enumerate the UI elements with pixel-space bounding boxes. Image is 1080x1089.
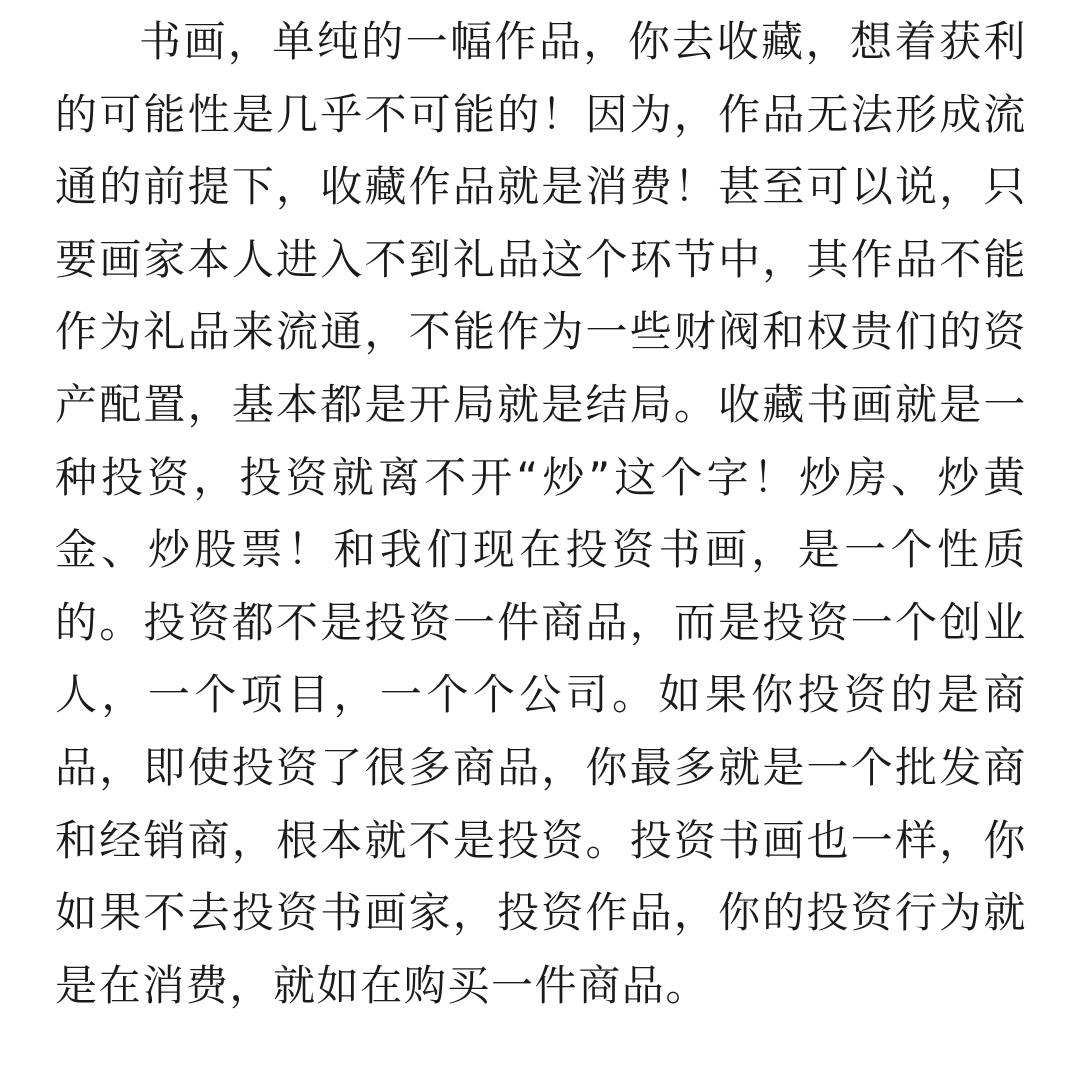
article-paragraph: 书画，单纯的一幅作品，你去收藏，想着获利的可能性是几乎不可能的！因为，作品无法形成流通的前提下，收藏作品就是消费！甚至可以说，只要画家本人进入不到礼品这个环节中，其作品不能作为礼品来流通，不能作为一些财阀和权贵们的资产配置，基本都是开局就是结局。收藏书画就是一种投资，投资就离不开“炒”这个字！炒房、炒黄金、炒股票！和我们现在投资书画，是一个性质的。投资都不是投资一件商品，而是投资一个创业人，一个项目，一个个公司。如果你投资的是商品，即使投资了很多商品，你最多就是一个批发商和经销商，根本就不是投资。投资书画也一样，你如果不去投资书画家，投资作品，你的投资行为就是在消费，就如在购买一件商品。 [55, 17, 1027, 1010]
